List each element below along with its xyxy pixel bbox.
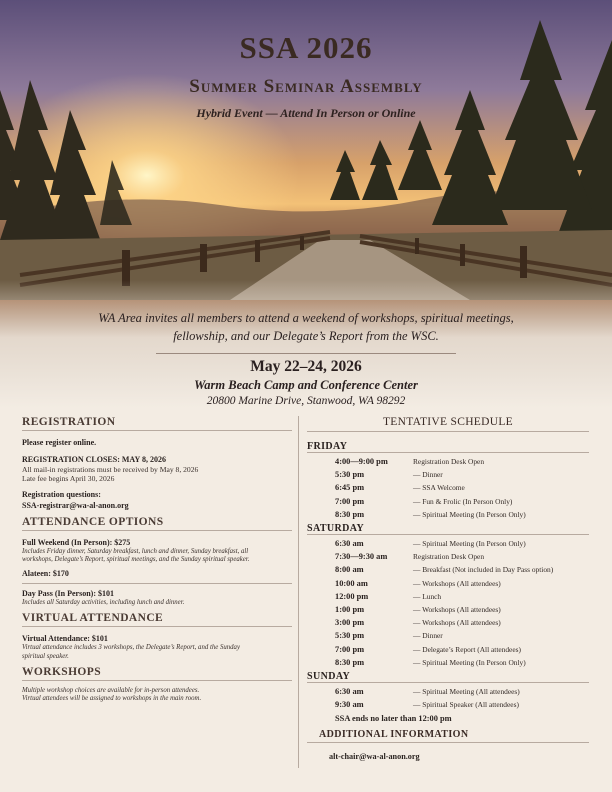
schedule-desc: Registration Desk Open [413,552,485,562]
invitation-line: fellowship, and our Delegate’s Report from the WSC. [173,329,439,343]
schedule-time: 5:30 pm [335,470,365,480]
info-column [22,416,292,704]
workshops-desc: Multiple workshop choices are available for in-person attendees. [22,687,200,695]
column-divider [298,416,299,768]
questions-label: Registration questions: [22,490,101,499]
attendance-heading: ATTENDANCE OPTIONS [22,516,292,531]
day-pass-desc: Includes all Saturday activities, including lunch and dinner. [22,598,185,606]
virtual-desc: Virtual attendance includes 3 workshops, the Delegate’s Report, and the Sunday [22,644,240,652]
schedule-time: 5:30 pm [335,631,365,641]
schedule-heading: TENTATIVE SCHEDULE [307,416,589,432]
divider [156,353,456,354]
schedule-desc: — Delegate’s Report (All attendees) [413,644,521,654]
virtual-desc: spiritual speaker. [22,652,69,660]
day-heading-saturday: SATURDAY [307,521,589,535]
schedule-desc: Registration Desk Open [413,457,485,467]
schedule-time: 1:00 pm [335,604,365,614]
event-title: SSA 2026 [239,30,373,65]
registration-closes: REGISTRATION CLOSES: MAY 8, 2026 [22,455,166,464]
schedule-row [307,642,589,655]
schedule-desc: — Lunch [413,591,442,601]
schedule-row [307,603,589,616]
full-weekend-option: Full Weekend (In Person): $275 [22,538,131,547]
event-subtitle: Summer Seminar Assembly [189,76,423,97]
virtual-option: Virtual Attendance: $101 [22,634,108,644]
schedule-row [307,563,589,576]
schedule-time: 4:00—9:00 pm [335,457,388,467]
schedule-time: 10:00 am [335,578,368,588]
schedule-row [307,495,589,508]
event-dates: May 22–24, 2026 [250,358,362,375]
schedule-row [307,550,589,563]
schedule-time: 12:00 pm [335,591,369,601]
register-online-text: Please register online. [22,438,97,447]
schedule-desc: — Spiritual Meeting (In Person Only) [413,539,526,549]
schedule-desc: — Dinner [413,631,443,641]
event-address: 20800 Marine Drive, Stanwood, WA 98292 [206,395,406,407]
schedule-row [307,616,589,629]
day-pass-option: Day Pass (In Person): $101 [22,588,114,598]
schedule-row [307,685,589,698]
schedule-desc: — Spiritual Meeting (All attendees) [413,686,520,696]
schedule-row [307,508,589,521]
invitation-line: WA Area invites all members to attend a weekend of workshops, spiritual meetings, [98,311,514,325]
schedule-time: 7:00 pm [335,496,365,506]
schedule-time: 8:30 pm [335,657,365,667]
schedule-time: 6:30 am [335,686,364,696]
schedule-desc: — Workshops (All attendees) [413,604,501,614]
schedule-desc: — Spiritual Meeting (In Person Only) [413,509,526,519]
schedule-row [307,577,589,590]
mail-in-note: All mail-in registrations must be received by May 8, 2026 [22,465,199,474]
schedule-time: 6:45 pm [335,483,365,493]
schedule-row [307,455,589,468]
schedule-row [307,590,589,603]
schedule-desc: — Workshops (All attendees) [413,578,501,588]
schedule-row [307,698,589,711]
workshops-heading: WORKSHOPS [22,666,292,681]
ssa-end-time: SSA ends no later than 12:00 pm [335,714,452,724]
additional-info-heading: ADDITIONAL INFORMATION [307,729,589,743]
workshops-desc: Virtual attendees will be assigned to workshops in the main room. [22,695,202,703]
schedule-row [307,468,589,481]
schedule-desc: — Spiritual Speaker (All attendees) [413,700,519,710]
schedule-desc: — Breakfast (Not included in Day Pass option) [413,565,554,575]
schedule-time: 3:00 pm [335,618,365,628]
invitation-text [70,309,542,345]
schedule-row [307,537,589,550]
schedule-time: 6:30 am [335,539,364,549]
registration-heading: REGISTRATION [22,416,292,431]
schedule-desc: — Workshops (All attendees) [413,618,501,628]
schedule-row [307,629,589,642]
event-tagline: Hybrid Event — Attend In Person or Online [196,106,416,120]
schedule-desc: — SSA Welcome [413,483,465,493]
schedule-column [307,416,589,761]
day-heading-sunday: SUNDAY [307,669,589,683]
alt-chair-email-link[interactable]: alt-chair@wa-al-anon.org [329,752,420,762]
registrar-email-link[interactable]: SSA-registrar@wa-al-anon.org [22,501,129,510]
day-heading-friday: FRIDAY [307,432,589,453]
full-weekend-desc: Includes Friday dinner, Saturday breakfast, lunch and dinner, Sunday breakfast, all [22,548,249,555]
schedule-desc: — Fun & Frolic (In Person Only) [413,496,513,506]
schedule-time: 8:30 pm [335,509,365,519]
schedule-time: 7:30—9:30 am [335,552,388,562]
alateen-option: Alateen: $170 [22,568,69,578]
schedule-time: 9:30 am [335,700,364,710]
schedule-desc: — Spiritual Meeting (In Person Only) [413,657,526,667]
schedule-row [307,656,589,669]
schedule-row [307,481,589,494]
event-venue: Warm Beach Camp and Conference Center [194,378,418,392]
late-fee-note: Late fee begins April 30, 2026 [22,474,115,483]
full-weekend-desc: workshops, Delegate’s Report, spiritual meetings, and the Sunday spiritual speaker. [22,556,250,564]
schedule-desc: — Dinner [413,470,443,480]
virtual-heading: VIRTUAL ATTENDANCE [22,612,292,627]
schedule-time: 7:00 pm [335,644,365,654]
schedule-time: 8:00 am [335,565,364,575]
